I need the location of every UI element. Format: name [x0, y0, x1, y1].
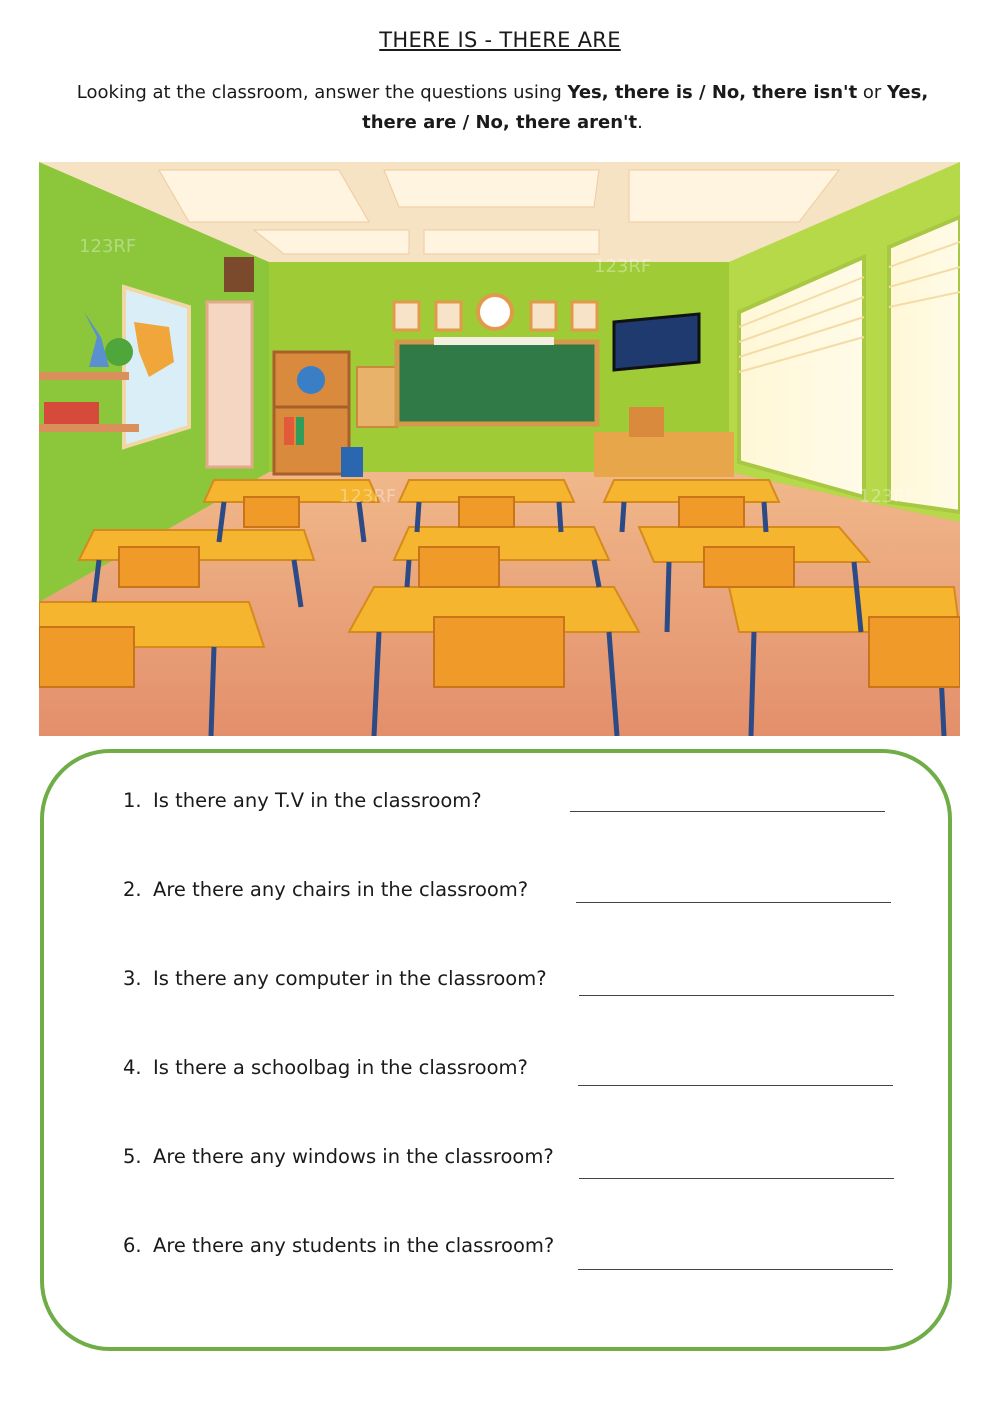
- answer-line-3[interactable]: [579, 995, 894, 996]
- notice-board: [357, 367, 397, 427]
- question-text: Is there a schoolbag in the classroom?: [153, 1056, 528, 1079]
- ceiling-light: [384, 170, 599, 207]
- instruction-intro: Looking at the classroom, answer the questions using: [76, 82, 568, 103]
- instructions: [75, 78, 930, 138]
- question-text: Are there any students in the classroom?: [153, 1234, 555, 1257]
- question-number: 6.: [123, 1234, 142, 1257]
- trash-bin: [341, 447, 363, 477]
- instruction-end: .: [637, 112, 643, 133]
- chalkboard: [397, 342, 597, 424]
- question-text: Is there any computer in the classroom?: [153, 967, 547, 990]
- answer-option-singular: Yes, there is / No, there isn't: [567, 82, 858, 103]
- plant: [105, 338, 133, 366]
- window: [889, 217, 960, 512]
- wall-clock: [478, 295, 512, 329]
- books: [44, 402, 99, 424]
- answer-line-1[interactable]: [570, 811, 885, 812]
- question-number: 4.: [123, 1056, 142, 1079]
- question-text: Are there any chairs in the classroom?: [153, 878, 529, 901]
- ceiling-light: [159, 170, 369, 222]
- answer-line-6[interactable]: [578, 1269, 893, 1270]
- picture-frame: [436, 302, 461, 330]
- worksheet-title: THERE IS - THERE ARE: [379, 28, 621, 52]
- question-number: 2.: [123, 878, 142, 901]
- door: [207, 302, 252, 467]
- answer-option-plural: Yes, there are / No, there aren't: [362, 82, 929, 133]
- picture-frame: [394, 302, 419, 330]
- question-number: 5.: [123, 1145, 142, 1168]
- questions-box: [40, 749, 952, 1351]
- svg-text:123RF: 123RF: [79, 236, 137, 257]
- question-text: Is there any T.V in the classroom?: [153, 789, 482, 812]
- tv-screen: [614, 314, 699, 370]
- question-text: Are there any windows in the classroom?: [153, 1145, 554, 1168]
- speaker: [224, 257, 254, 292]
- picture-frame: [572, 302, 597, 330]
- classroom-illustration: [39, 162, 960, 736]
- picture-frame: [531, 302, 556, 330]
- globe: [297, 366, 325, 394]
- svg-text:123RF: 123RF: [339, 486, 397, 507]
- svg-text:123RF: 123RF: [859, 486, 917, 507]
- svg-text:123RF: 123RF: [594, 256, 652, 277]
- answer-line-5[interactable]: [579, 1178, 894, 1179]
- answer-line-4[interactable]: [578, 1085, 893, 1086]
- instruction-or: or: [857, 82, 888, 103]
- ceiling-light: [424, 230, 599, 254]
- question-number: 3.: [123, 967, 142, 990]
- question-number: 1.: [123, 789, 142, 812]
- teacher-desk: [594, 432, 734, 477]
- answer-line-2[interactable]: [576, 902, 891, 903]
